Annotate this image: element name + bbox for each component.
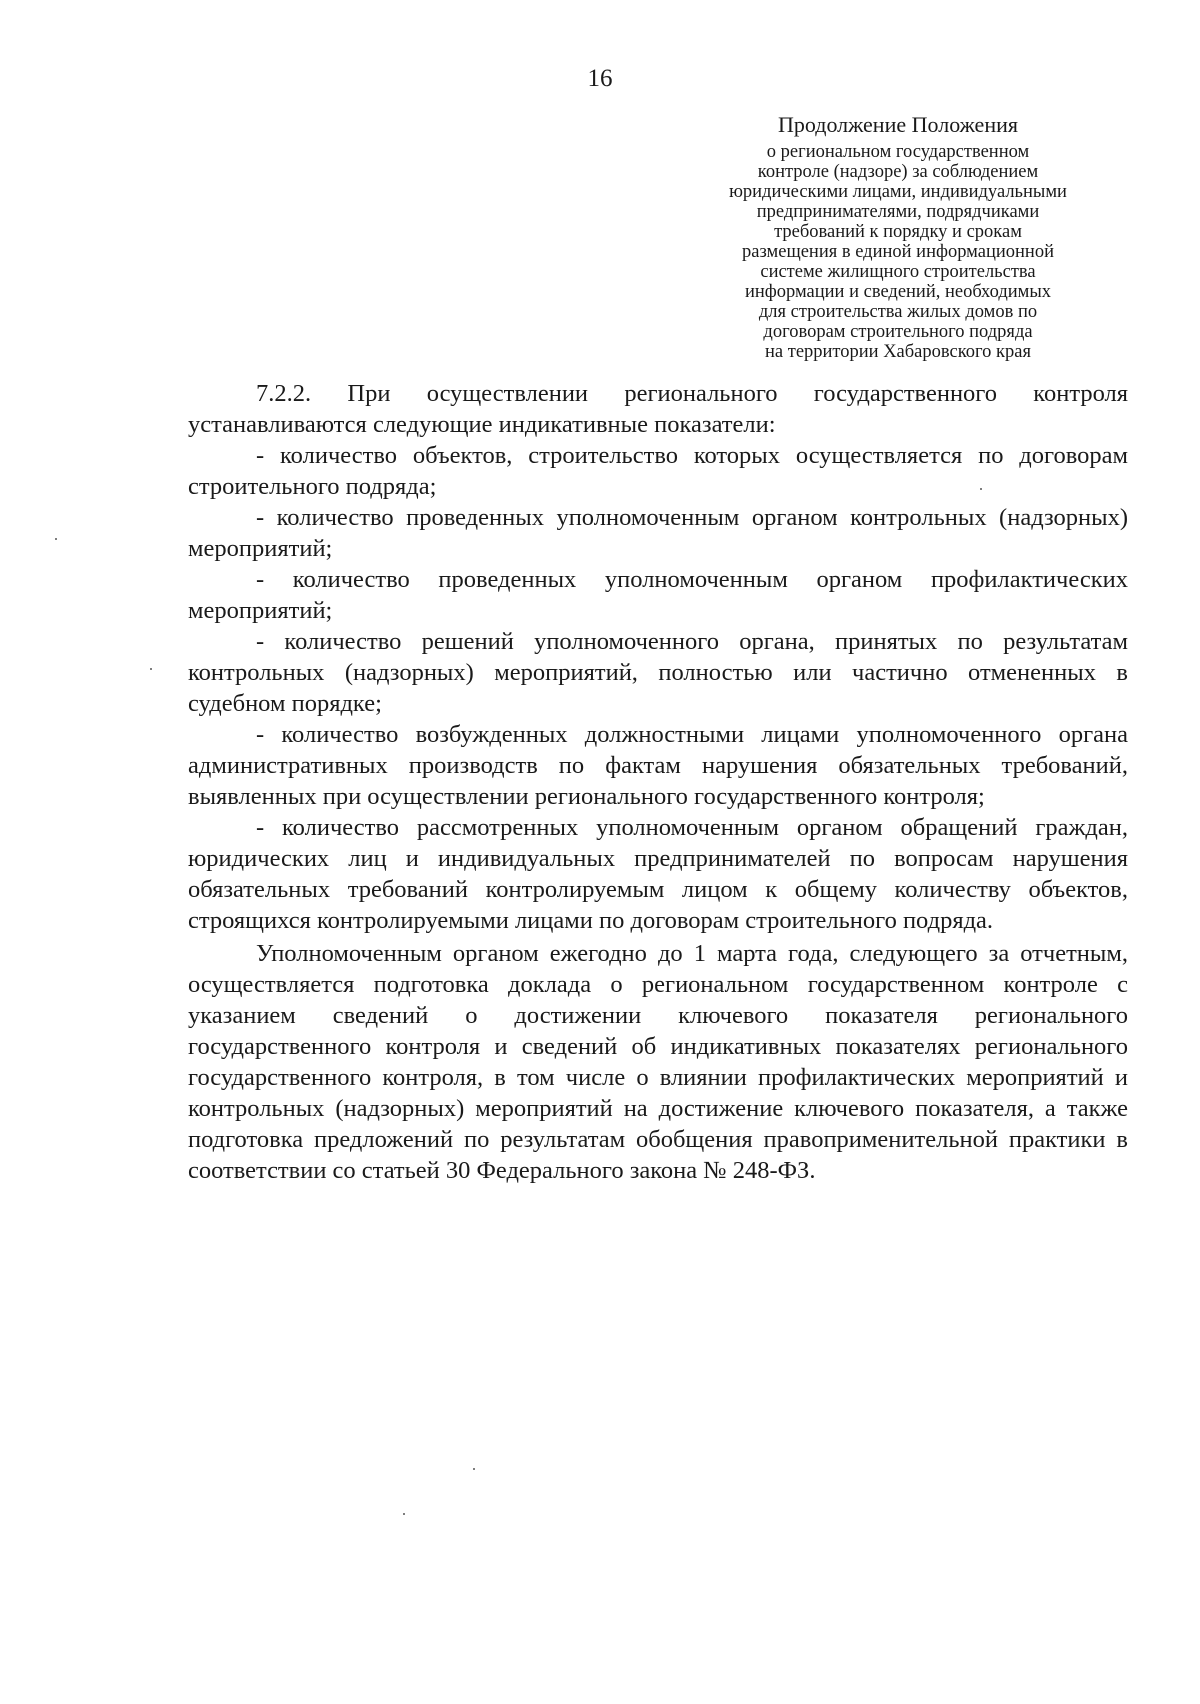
scan-speck (473, 1468, 475, 1470)
header-line: информации и сведений, необходимых (744, 282, 1052, 302)
header-line: размещения в единой информационной (742, 242, 1054, 262)
indicator-item: - количество объектов, строительство которых осуществляется по договорам строительного подряда; (188, 442, 1128, 500)
header-title: Продолжение Положения (778, 112, 1018, 137)
regulation-header (668, 112, 1128, 362)
header-line: системе жилищного строительства (760, 262, 1036, 282)
indicator-item: - количество проведенных уполномоченным органом контрольных (надзорных) мероприятий; (188, 504, 1128, 562)
header-line: юридическими лицами, индивидуальными (729, 182, 1067, 202)
header-line: договорам строительного подряда (763, 322, 1033, 342)
header-line: о региональном государственном (766, 142, 1030, 162)
scan-speck (150, 668, 152, 670)
header-line: для строительства жилых домов по (758, 302, 1038, 322)
header-line: предпринимателями, подрядчиками (756, 202, 1040, 222)
indicator-item: - количество возбужденных должностными лицами уполномоченного органа административных производств по фактам нарушения обязательных требований, выявленных при осуществлении регионального государственного контроля; (188, 721, 1128, 810)
body-text (188, 378, 1128, 1186)
indicator-item: - количество решений уполномоченного органа, принятых по результатам контрольных (надзорных) мероприятий, полностью или частично отмененных в судебном порядке; (188, 628, 1128, 717)
scan-speck (55, 538, 57, 540)
header-line: на территории Хабаровского края (765, 342, 1031, 362)
page-number: 16 (587, 65, 613, 92)
paragraph-7-2-2: 7.2.2. При осуществлении регионального государственного контроля устанавливаются следующие индикативные показатели: (188, 380, 1128, 438)
report-paragraph: Уполномоченным органом ежегодно до 1 марта года, следующего за отчетным, осуществляется подготовка доклада о региональном государственном контроле с указанием сведений о достижении ключевого показателя регионального государственного контроля и сведений об индикативных показателях регионального государственного контроля, в том числе о влиянии профилактических мероприятий и контрольных (надзорных) мероприятий на достижение ключевого показателя, а также подготовка предложений по результатам обобщения правоприменительной практики в соответствии со статьей 30 Федерального закона № 248-ФЗ. (188, 940, 1128, 1184)
scan-speck (980, 488, 982, 490)
header-line: контроле (надзоре) за соблюдением (757, 162, 1039, 182)
indicator-item: - количество рассмотренных уполномоченным органом обращений граждан, юридических лиц и индивидуальных предпринимателей по вопросам нарушения обязательных требований контролируемым лицом к общему количеству объектов, строящихся контролируемыми лицами по договорам строительного подряда. (188, 814, 1128, 934)
indicator-item: - количество проведенных уполномоченным органом профилактических мероприятий; (188, 566, 1128, 624)
header-line: требований к порядку и срокам (774, 222, 1022, 242)
scan-speck (403, 1513, 405, 1515)
